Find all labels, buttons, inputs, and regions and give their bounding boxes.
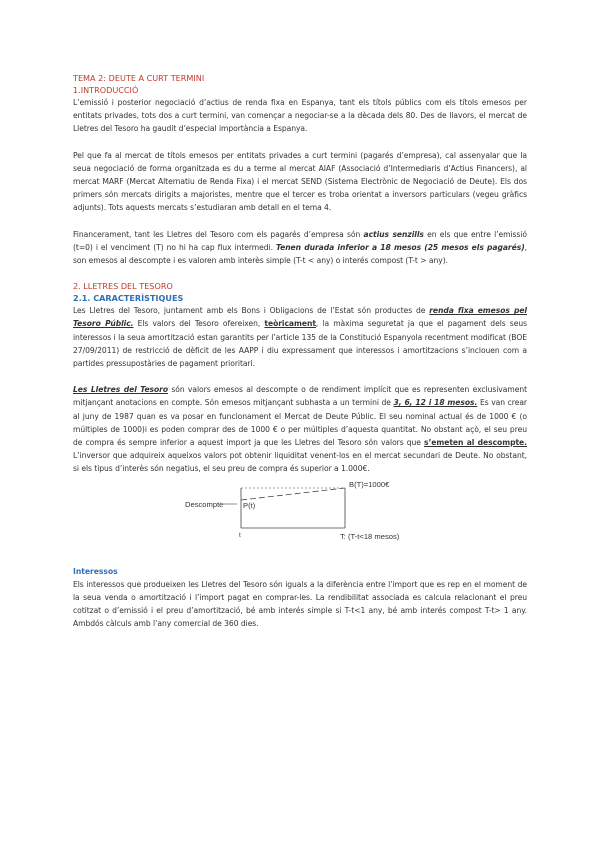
label-maturity: T: (T-t<18 mesos) [340, 531, 400, 541]
diagram-lines [73, 476, 527, 566]
paragraph-2: Pel que fa al mercat de títols emesos per entitats privades a curt termini (pagarés d’empresa), cal assenyalar que la seua negociació de forma organitzada es du a terme al mercat AIAF (Associació d’Intermediaris d’Actius Financers), al mercat MARF (Mercat Alternatiu de Renda Fixa) i el mercat SEND (Sistema Electrònic de Negociació de Deute). Els dos primers són mercats dirigits a majoristes, mentre que el tercer es troba orientat a inversors particulars (vegeu gràfics adjunts). Tots aquests mercats s’estudiaran amb detall en el tema 4. [73, 150, 527, 213]
paragraph-4: Les Lletres del Tesoro, juntament amb els Bons i Obligacions de l’Estat són productes de renda fixa emesos pel Tesoro Públic. Els valors del Tesoro ofereixen, teòricament, la màxima seguretat ja que el pagament dels seus interessos i la seua amortització estan garantits per l’article 135 de la Constitució Espanyola recentment modificat (BOE 27/09/2011) de restricció de dèficit de les AAPP i diu expressament que interessos i amortitzacions s’inclouen com a partides pressupostàries de pagament prioritari. [73, 306, 527, 369]
paragraph-5: Les Lletres del Tesoro són valors emesos al descompte o de rendiment implícit que es representen exclusivament mitjançant anotacions en compte. Són emesos mitjançant subhasta a un termini de 3, 6, 12 i 18 mesos. Es van crear al juny de 1987 quan es va posar en funcionament el Mercat de Deute Públic. El seu nominal actual és de 1000 € (o múltiples de 1000)i es poden comprar des de 1000 € o per múltiples d’aquesta quantitat. No obstant açò, el seu preu de compra és sempre inferior a aquest import ja que les Lletres del Tesoro són valors que s’emeten al descompte. L’inversor que adquireix aqueixos valors pot obtenir liquiditat venent-los en el mercat secundari de Deute. No obstant, si els tipus d’interès són negatius, el seu preu de compra és superior a 1.000€. [73, 385, 528, 474]
section-caracteristiques: 2.1. CARACTERÍSTIQUES [73, 293, 184, 304]
label-bt: B(T)=1000€ [349, 479, 390, 489]
doc-title: TEMA 2: DEUTE A CURT TERMINI [73, 73, 205, 83]
label-t0: t [239, 531, 241, 539]
paragraph-1: L’emissió i posterior negociació d’actius de renda fixa en Espanya, tant els títols públics com els títols emesos per entitats privades, tots dos a curt termini, van començar a negociar-se a la dècada dels 80. Des de llavors, el mercat de Lletres del Tesoro ha gaudit d’especial importància a Espanya. [73, 98, 527, 134]
document-page [73, 72, 527, 630]
discount-diagram [73, 476, 527, 566]
section-lletres: 2. LLETRES DEL TESORO [73, 281, 173, 292]
paragraph-3: Financerament, tant les Lletres del Tesoro com els pagarés d’empresa són actius senzills en els que entre l’emissió (t=0) i el venciment (T) no hi ha cap flux intermedi. Tenen durada inferior a 18 mesos (25 mesos els pagarés), son emesos al descompte i es valoren amb interès simple (T-t < any) o interés compost (T-t > any). [73, 229, 527, 266]
label-price: P(t) [243, 500, 256, 510]
section-introduccio: 1.INTRODUCCIÓ [73, 85, 139, 95]
label-descompte: Descompte [185, 499, 224, 509]
paragraph-6: Els interessos que produeixen les Lletres del Tesoro són iguals a la diferència entre l’import que es rep en el moment de la seua venda o amortització i l’import pagat en comprar-les. La rendibilitat associada es calcula relacionant el preu cotitzat o d’emissió i el preu d’amortització, bé amb interés simple si T-t<1 any, bé amb interés compost T-t> 1 any. Ambdós càlculs amb l’any comercial de 360 dies. [73, 579, 527, 629]
heading-interessos: Interessos [73, 566, 118, 576]
